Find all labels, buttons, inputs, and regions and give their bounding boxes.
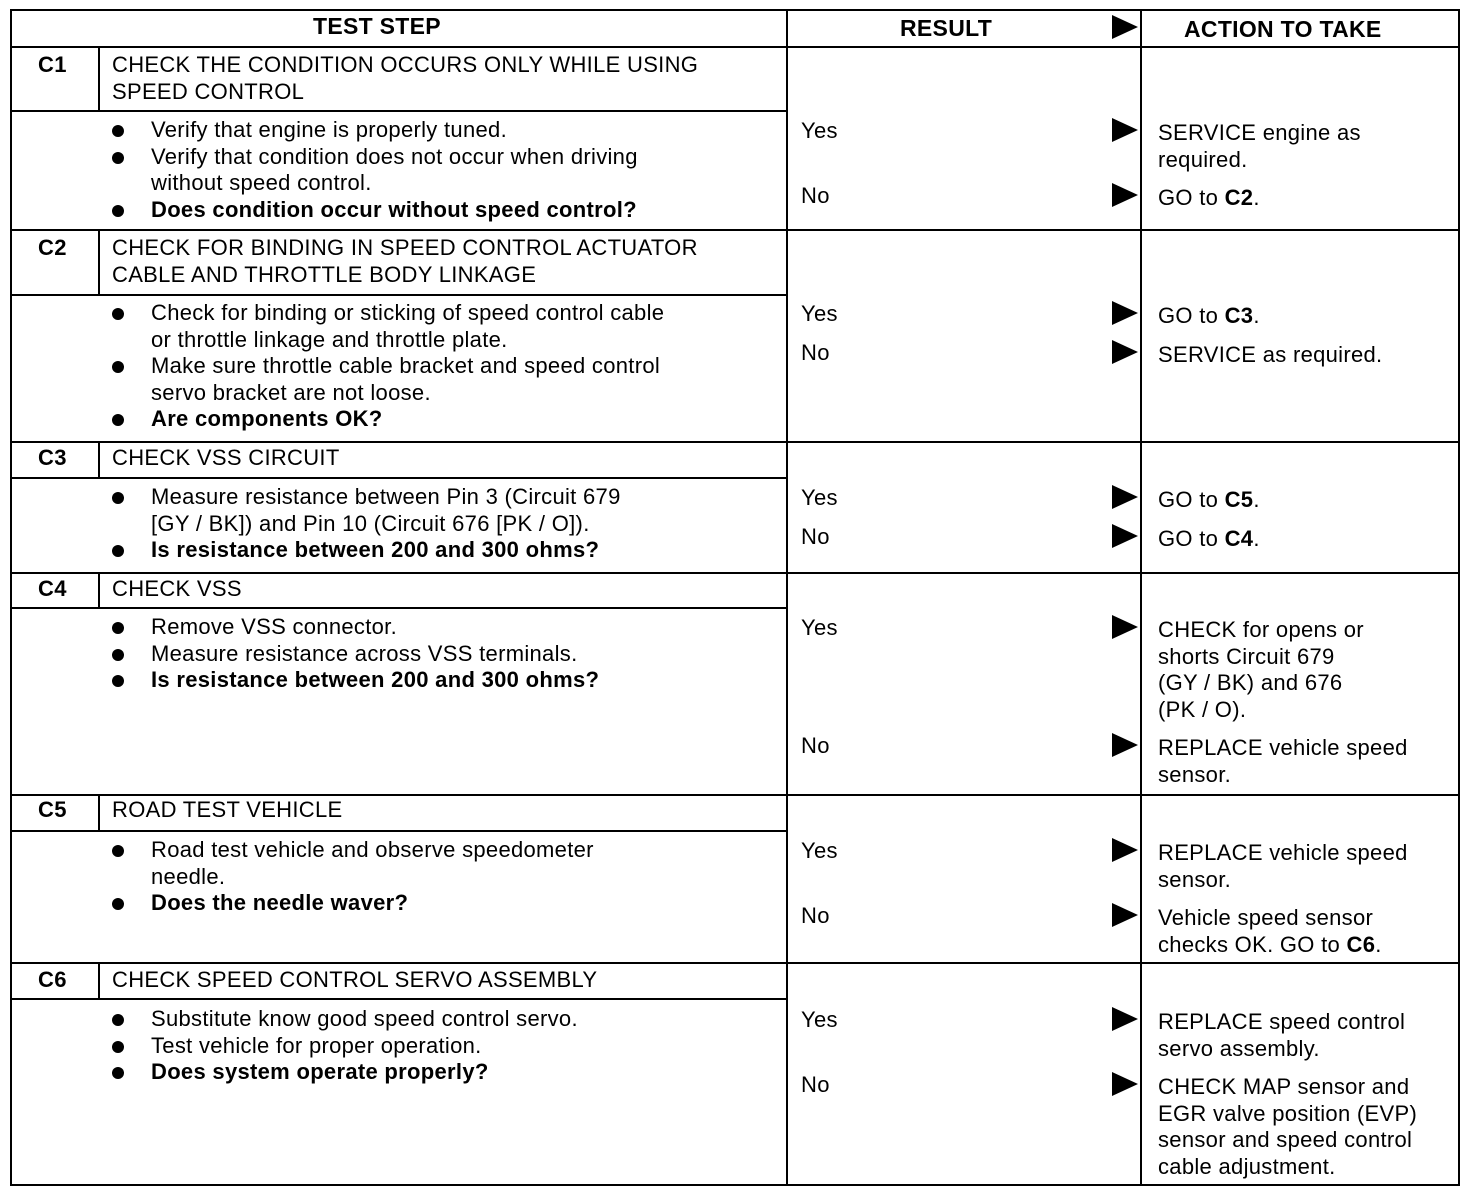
step-c2-bullet-icon — [112, 414, 124, 426]
step-c2-bullet-text: Are components OK? — [151, 406, 383, 431]
step-c2-bullet-text: or throttle linkage and throttle plate. — [151, 326, 508, 352]
step-c3-bullet-text: Measure resistance between Pin 3 (Circuit 679 — [151, 484, 621, 509]
step-c2-title-line: CHECK FOR BINDING IN SPEED CONTROL ACTUATOR — [112, 235, 698, 260]
step-c3-action-line — [1158, 487, 1260, 514]
step-c2-result-yes: Yes — [801, 301, 838, 326]
step-c1-id-divider — [98, 47, 100, 112]
action-text: required. — [1158, 146, 1248, 172]
step-c6-action-line — [1158, 1009, 1405, 1036]
step-c2-top-border — [10, 229, 1458, 231]
action-text: . — [1253, 487, 1260, 512]
step-c4-action-line — [1158, 735, 1408, 762]
action-text: SERVICE engine as — [1158, 120, 1361, 145]
step-c6-id: C6 — [38, 967, 67, 992]
step-c3-bullet-icon — [112, 492, 124, 504]
step-c3-arrow-icon — [1112, 524, 1138, 548]
step-c6-action-line — [1158, 1036, 1320, 1063]
action-text: REPLACE vehicle speed — [1158, 735, 1408, 760]
step-c1-title-line: SPEED CONTROL — [112, 78, 305, 104]
table-right-border — [1458, 9, 1460, 1186]
step-c5-bullet-text: Road test vehicle and observe speedometer — [151, 837, 594, 862]
action-text: checks OK. GO to — [1158, 931, 1347, 957]
step-c4-action-line — [1158, 670, 1342, 697]
step-c6-id-bottom-border — [10, 998, 98, 1000]
step-c4-bullet-icon — [112, 649, 124, 661]
step-reference: C3 — [1224, 303, 1254, 328]
step-c1-arrow-icon — [1112, 183, 1138, 207]
step-c6-result-no: No — [801, 1072, 830, 1097]
step-c2-arrow-icon — [1112, 340, 1138, 364]
action-text: . — [1253, 303, 1260, 328]
action-column-divider — [1140, 9, 1142, 1186]
action-text: sensor. — [1158, 761, 1232, 787]
step-c4-action-line — [1158, 617, 1364, 644]
step-c5-bullet-text: needle. — [151, 863, 226, 889]
step-c1-title-line: CHECK THE CONDITION OCCURS ONLY WHILE USING — [112, 52, 699, 77]
step-c2-arrow-icon — [1112, 301, 1138, 325]
step-c6-bullet-text: Test vehicle for proper operation. — [151, 1032, 482, 1058]
step-reference: C2 — [1224, 185, 1254, 210]
step-c4-id: C4 — [38, 576, 67, 601]
step-c5-result-yes: Yes — [801, 838, 838, 863]
step-c3-result-no: No — [801, 524, 830, 549]
step-c5-id: C5 — [38, 797, 67, 822]
step-c4-arrow-icon — [1112, 733, 1138, 757]
step-c2-id: C2 — [38, 235, 67, 260]
step-c2-bullet-text: servo bracket are not loose. — [151, 379, 431, 405]
action-text: GO to — [1158, 487, 1225, 512]
step-c4-bullet-text: Remove VSS connector. — [151, 614, 397, 639]
step-c5-top-border — [10, 794, 1458, 796]
step-c4-action-line — [1158, 697, 1246, 724]
step-c1-bullet-icon — [112, 152, 124, 164]
step-c1-result-no: No — [801, 183, 830, 208]
step-c4-action-line — [1158, 644, 1335, 671]
step-c2-bullet-text: Check for binding or sticking of speed control cable — [151, 300, 665, 325]
step-c1-result-yes: Yes — [801, 118, 838, 143]
step-c3-action-line — [1158, 526, 1260, 553]
action-text: Vehicle speed sensor — [1158, 905, 1374, 930]
step-c5-title-bottom-border — [98, 830, 786, 832]
step-c6-action-line — [1158, 1101, 1417, 1128]
action-text: servo assembly. — [1158, 1035, 1320, 1061]
step-c6-action-line — [1158, 1074, 1409, 1101]
step-c1-bullet-text: Does condition occur without speed control? — [151, 196, 637, 222]
step-c4-bullet-text: Measure resistance across VSS terminals. — [151, 640, 578, 666]
step-c6-result-yes: Yes — [801, 1007, 838, 1032]
step-c1-bullet-icon — [112, 205, 124, 217]
step-c3-bullet-icon — [112, 545, 124, 557]
step-c4-top-border — [10, 572, 1458, 574]
step-c5-bullet-icon — [112, 898, 124, 910]
action-text: (GY / BK) and 676 — [1158, 670, 1343, 695]
action-text: . — [1375, 931, 1382, 957]
step-c2-action-line — [1158, 303, 1260, 330]
step-c4-title-line: CHECK VSS — [112, 576, 242, 601]
header-test-step: TEST STEP — [313, 13, 441, 39]
step-c4-bullet-text: Is resistance between 200 and 300 ohms? — [151, 667, 600, 692]
step-c3-result-yes: Yes — [801, 485, 838, 510]
action-text: EGR valve position (EVP) — [1158, 1100, 1418, 1126]
step-c2-bullet-icon — [112, 308, 124, 320]
step-c4-result-yes: Yes — [801, 615, 838, 640]
step-c1-action-line — [1158, 185, 1260, 212]
step-c6-top-border — [10, 962, 1458, 964]
step-c4-action-line — [1158, 762, 1231, 789]
action-text: sensor. — [1158, 866, 1232, 892]
step-c5-id-divider — [98, 794, 100, 832]
action-text: . — [1253, 526, 1260, 551]
step-c2-id-bottom-border — [10, 294, 98, 296]
step-c5-action-line — [1158, 932, 1382, 959]
step-c6-title-bottom-border — [98, 998, 786, 1000]
step-c4-arrow-icon — [1112, 615, 1138, 639]
step-c2-bullet-icon — [112, 361, 124, 373]
header-bottom-border — [10, 46, 1458, 48]
step-c1-action-line — [1158, 147, 1248, 174]
action-text: cable adjustment. — [1158, 1153, 1336, 1179]
step-c6-title-line: CHECK SPEED CONTROL SERVO ASSEMBLY — [112, 967, 598, 992]
table-top-border — [10, 9, 1458, 11]
step-c2-title-bottom-border — [98, 294, 786, 296]
action-text: GO to — [1158, 526, 1225, 551]
action-text: . — [1253, 185, 1260, 210]
action-text: sensor and speed control — [1158, 1127, 1413, 1152]
step-c6-id-divider — [98, 962, 100, 1000]
step-c4-id-bottom-border — [10, 607, 98, 609]
step-c1-title-bottom-border — [98, 110, 786, 112]
step-c4-result-no: No — [801, 733, 830, 758]
step-c6-bullet-icon — [112, 1067, 124, 1079]
step-c3-bullet-text: [GY / BK]) and Pin 10 (Circuit 676 [PK / O]). — [151, 510, 590, 536]
header-result: RESULT — [900, 15, 993, 41]
step-c6-bullet-icon — [112, 1014, 124, 1026]
step-c4-bullet-icon — [112, 622, 124, 634]
step-c6-action-line — [1158, 1154, 1336, 1181]
step-c1-bullet-text: without speed control. — [151, 170, 372, 195]
step-c1-id-bottom-border — [10, 110, 98, 112]
table-left-border — [10, 9, 12, 1186]
step-c1-bullet-text: Verify that engine is properly tuned. — [151, 117, 507, 142]
step-c5-arrow-icon — [1112, 838, 1138, 862]
step-c5-arrow-icon — [1112, 903, 1138, 927]
step-c6-arrow-icon — [1112, 1007, 1138, 1031]
step-c5-title-line: ROAD TEST VEHICLE — [112, 797, 343, 822]
step-c6-arrow-icon — [1112, 1072, 1138, 1096]
step-c2-action-line — [1158, 342, 1382, 369]
action-text: GO to — [1158, 185, 1225, 210]
step-reference: C6 — [1346, 931, 1376, 957]
step-c5-action-line — [1158, 867, 1231, 894]
action-text: CHECK for opens or — [1158, 617, 1364, 642]
action-text: shorts Circuit 679 — [1158, 643, 1335, 669]
action-text: GO to — [1158, 303, 1225, 328]
step-c1-bullet-icon — [112, 125, 124, 137]
step-c3-arrow-icon — [1112, 485, 1138, 509]
step-c2-title-line: CABLE AND THROTTLE BODY LINKAGE — [112, 261, 537, 287]
step-c1-id: C1 — [38, 52, 67, 77]
step-c6-bullet-icon — [112, 1041, 124, 1053]
step-c3-title-line: CHECK VSS CIRCUIT — [112, 445, 340, 470]
step-c3-title-bottom-border — [98, 477, 786, 479]
step-c1-action-line — [1158, 120, 1361, 147]
result-column-divider — [786, 9, 788, 1186]
step-c5-action-line — [1158, 905, 1373, 932]
step-c6-action-line — [1158, 1127, 1412, 1154]
step-c3-id-bottom-border — [10, 477, 98, 479]
step-c1-bullet-text: Verify that condition does not occur when driving — [151, 143, 638, 169]
step-c3-top-border — [10, 441, 1458, 443]
step-c5-action-line — [1158, 840, 1408, 867]
step-c5-bullet-icon — [112, 845, 124, 857]
action-text: CHECK MAP sensor and — [1158, 1074, 1410, 1099]
table-bottom-border — [10, 1184, 1458, 1186]
step-reference: C5 — [1224, 487, 1254, 512]
step-c4-bullet-icon — [112, 675, 124, 687]
action-text: REPLACE speed control — [1158, 1009, 1406, 1034]
step-c3-bullet-text: Is resistance between 200 and 300 ohms? — [151, 537, 600, 562]
step-c4-title-bottom-border — [98, 607, 786, 609]
action-text: SERVICE as required. — [1158, 342, 1383, 367]
step-c1-arrow-icon — [1112, 118, 1138, 142]
action-text: (PK / O). — [1158, 696, 1247, 722]
step-c5-result-no: No — [801, 903, 830, 928]
step-c6-bullet-text: Does system operate properly? — [151, 1059, 489, 1084]
step-c6-bullet-text: Substitute know good speed control servo. — [151, 1006, 578, 1031]
step-c3-id-divider — [98, 441, 100, 479]
step-c4-id-divider — [98, 572, 100, 609]
action-text: REPLACE vehicle speed — [1158, 840, 1408, 865]
step-c2-bullet-text: Make sure throttle cable bracket and speed control — [151, 353, 661, 378]
step-c3-id: C3 — [38, 445, 67, 470]
step-c5-id-bottom-border — [10, 830, 98, 832]
step-c5-bullet-text: Does the needle waver? — [151, 890, 409, 915]
step-reference: C4 — [1224, 526, 1254, 551]
header-action-to-take: ACTION TO TAKE — [1184, 16, 1382, 42]
header-arrow-icon — [1112, 15, 1138, 39]
step-c2-result-no: No — [801, 340, 830, 365]
step-c2-id-divider — [98, 229, 100, 296]
